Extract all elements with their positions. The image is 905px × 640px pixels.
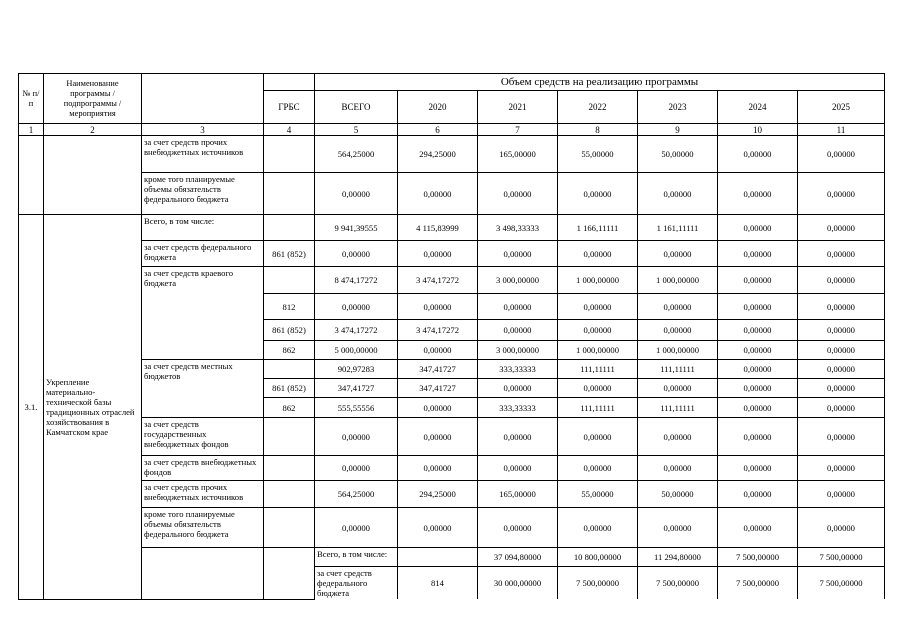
value-cell-2022: 111,11111 (558, 398, 638, 418)
value-cell-2021: 0,00000 (478, 241, 558, 267)
value-cell-2022: 0,00000 (558, 241, 638, 267)
table-row (19, 481, 885, 508)
value-cell-total: 0,00000 (315, 418, 398, 456)
table-row (19, 456, 885, 481)
value-cell-2023: 0,00000 (638, 241, 718, 267)
value-cell-2021: 165,00000 (478, 481, 558, 508)
value-cell-2024: 0,00000 (718, 136, 798, 173)
value-cell-2021: 0,00000 (478, 320, 558, 341)
funding-source-label: Всего, в том числе: (142, 215, 264, 241)
item-number: 3.1. (19, 215, 44, 600)
value-cell-2023: 1 000,00000 (638, 341, 718, 360)
value-cell-total: 902,97283 (315, 360, 398, 379)
grbs-cell (264, 136, 315, 173)
value-cell-2022: 0,00000 (558, 173, 638, 215)
funding-source-label: за счет средств государственных внебюджетных фондов (142, 418, 264, 456)
value-cell-2020: 0,00000 (398, 508, 478, 548)
grbs-cell (264, 481, 315, 508)
column-number: 4 (264, 124, 315, 136)
value-cell-2022: 55,00000 (558, 136, 638, 173)
column-number: 8 (558, 124, 638, 136)
column-number: 5 (315, 124, 398, 136)
value-cell-2021: 3 000,00000 (478, 341, 558, 360)
header-year-2024: 2024 (718, 91, 798, 124)
value-cell-2021: 7 500,00000 (638, 567, 718, 600)
value-cell-total: 8 474,17272 (315, 267, 398, 294)
value-cell-2025: 0,00000 (798, 508, 885, 548)
grbs-cell (264, 456, 315, 481)
table-row (19, 136, 885, 173)
table-row (19, 241, 885, 267)
name-cell-continued (44, 136, 142, 215)
grbs-cell: 861 (852) (264, 241, 315, 267)
value-cell-2020: 0,00000 (398, 456, 478, 481)
value-cell-2023: 0,00000 (638, 294, 718, 320)
value-cell-2024: 0,00000 (718, 379, 798, 398)
value-cell-total: 564,25000 (315, 136, 398, 173)
value-cell-2025: 0,00000 (798, 267, 885, 294)
table-row (19, 215, 885, 241)
value-cell-2024: 0,00000 (718, 341, 798, 360)
value-cell-2025: 0,00000 (798, 241, 885, 267)
value-cell-2025: 0,00000 (798, 481, 885, 508)
value-cell-2025: 0,00000 (798, 341, 885, 360)
header-year-2023: 2023 (638, 91, 718, 124)
value-cell-2022: 7 500,00000 (718, 567, 798, 600)
column-number: 1 (19, 124, 44, 136)
value-cell-2022: 7 500,00000 (718, 548, 798, 567)
value-cell-2024: 0,00000 (718, 360, 798, 379)
value-cell-2020: 0,00000 (398, 241, 478, 267)
value-cell-2024: 0,00000 (718, 398, 798, 418)
header-year-2020: 2020 (398, 91, 478, 124)
value-cell-2024: 0,00000 (718, 173, 798, 215)
value-cell-2020: 3 474,17272 (398, 320, 478, 341)
value-cell-total: 0,00000 (315, 294, 398, 320)
funding-source-label: кроме того планируемые объемы обязательств федерального бюджета (142, 508, 264, 548)
grbs-cell (264, 360, 315, 379)
value-cell-2022: 111,11111 (558, 360, 638, 379)
value-cell-2024: 0,00000 (718, 320, 798, 341)
table-row (19, 418, 885, 456)
header-total: ВСЕГО (315, 91, 398, 124)
grbs-cell: 861 (852) (264, 320, 315, 341)
value-cell-2025: 0,00000 (798, 320, 885, 341)
table-row (19, 360, 885, 379)
value-cell-2024: 0,00000 (718, 418, 798, 456)
grbs-cell (264, 267, 315, 294)
value-cell-2021: 0,00000 (478, 294, 558, 320)
value-cell-2020: 10 800,00000 (558, 548, 638, 567)
value-cell-2023: 7 500,00000 (798, 548, 885, 567)
value-cell-total: 564,25000 (315, 481, 398, 508)
value-cell-2025: 0,00000 (798, 398, 885, 418)
value-cell-2025: 0,00000 (798, 173, 885, 215)
column-number: 11 (798, 124, 885, 136)
value-cell-2024: 0,00000 (718, 508, 798, 548)
value-cell-2024: 0,00000 (718, 267, 798, 294)
value-cell-2025: 0,00000 (798, 294, 885, 320)
value-cell-2024: 0,00000 (718, 456, 798, 481)
value-cell-2022: 0,00000 (558, 456, 638, 481)
value-cell-2021: 0,00000 (478, 173, 558, 215)
value-cell-2024: 0,00000 (718, 294, 798, 320)
funding-source-label: за счет средств федерального бюджета (142, 241, 264, 267)
value-cell-2020: 0,00000 (398, 418, 478, 456)
value-cell-2020: 3 474,17272 (398, 267, 478, 294)
value-cell-2023: 0,00000 (638, 320, 718, 341)
funding-source-label: за счет средств местных бюджетов (142, 360, 264, 418)
grbs-cell (264, 215, 315, 241)
value-cell-2021: 333,33333 (478, 398, 558, 418)
value-cell-2021: 0,00000 (478, 379, 558, 398)
value-cell-2021: 333,33333 (478, 360, 558, 379)
funding-source-label: за счет средств прочих внебюджетных источников (142, 136, 264, 173)
value-cell-2025: 0,00000 (798, 456, 885, 481)
funding-source-label: Всего, в том числе: (315, 548, 398, 567)
value-cell-total: 37 094,80000 (478, 548, 558, 567)
value-cell-2025: 0,00000 (798, 379, 885, 398)
value-cell-2022: 0,00000 (558, 294, 638, 320)
value-cell-2020: 7 500,00000 (558, 567, 638, 600)
funding-source-label: за счет средств краевого бюджета (142, 267, 264, 360)
column-number: 10 (718, 124, 798, 136)
grbs-cell (264, 508, 315, 548)
header-number: № п/п (19, 74, 44, 124)
table-row (19, 173, 885, 215)
header-year-2022: 2022 (558, 91, 638, 124)
value-cell-2020: 0,00000 (398, 341, 478, 360)
value-cell-2023: 0,00000 (638, 456, 718, 481)
value-cell-total: 0,00000 (315, 173, 398, 215)
value-cell-2025: 0,00000 (798, 136, 885, 173)
value-cell-2020: 294,25000 (398, 136, 478, 173)
value-cell-total: 30 000,00000 (478, 567, 558, 600)
value-cell-2023: 0,00000 (638, 173, 718, 215)
value-cell-total: 9 941,39555 (315, 215, 398, 241)
value-cell-2025: 0,00000 (798, 418, 885, 456)
value-cell-2020: 294,25000 (398, 481, 478, 508)
grbs-cell: 862 (264, 341, 315, 360)
value-cell-2020: 0,00000 (398, 398, 478, 418)
value-cell-2024: 0,00000 (718, 215, 798, 241)
value-cell-total: 0,00000 (315, 508, 398, 548)
funding-source-label: за счет средств федерального бюджета (315, 567, 398, 600)
value-cell-2020: 0,00000 (398, 294, 478, 320)
value-cell-total: 347,41727 (315, 379, 398, 398)
value-cell-2020: 347,41727 (398, 379, 478, 398)
grbs-cell: 814 (398, 567, 478, 600)
item-name: Укрепление материально-технической базы традиционных отраслей хозяйствования в Камчатском крае (44, 215, 142, 600)
value-cell-2022: 1 000,00000 (558, 341, 638, 360)
grbs-cell (398, 548, 478, 567)
header-volume-title: Объем средств на реализацию программы (315, 74, 885, 91)
header-year-2025: 2025 (798, 91, 885, 124)
value-cell-2024: 0,00000 (718, 481, 798, 508)
value-cell-2023: 50,00000 (638, 136, 718, 173)
next-item-name (264, 548, 315, 600)
number-cell-continued (19, 136, 44, 215)
value-cell-total: 555,55556 (315, 398, 398, 418)
value-cell-2021: 11 294,80000 (638, 548, 718, 567)
value-cell-2023: 7 500,00000 (798, 567, 885, 600)
value-cell-2022: 0,00000 (558, 379, 638, 398)
grbs-cell (264, 418, 315, 456)
value-cell-2024: 0,00000 (718, 241, 798, 267)
column-number: 2 (44, 124, 142, 136)
column-number: 3 (142, 124, 264, 136)
column-number: 7 (478, 124, 558, 136)
header-grbs-top (264, 74, 315, 91)
table-row (19, 267, 885, 294)
column-numbers-row (19, 124, 885, 136)
value-cell-2022: 0,00000 (558, 508, 638, 548)
value-cell-2022: 55,00000 (558, 481, 638, 508)
value-cell-2021: 3 000,00000 (478, 267, 558, 294)
next-item-number (142, 548, 264, 600)
value-cell-2021: 165,00000 (478, 136, 558, 173)
value-cell-2022: 1 166,11111 (558, 215, 638, 241)
value-cell-2023: 0,00000 (638, 418, 718, 456)
header-source (142, 74, 264, 124)
grbs-cell: 862 (264, 398, 315, 418)
column-number: 9 (638, 124, 718, 136)
header-name: Наименование программы / подпрограммы / мероприятия (44, 74, 142, 124)
value-cell-2022: 1 000,00000 (558, 267, 638, 294)
value-cell-2020: 0,00000 (398, 173, 478, 215)
value-cell-2025: 0,00000 (798, 215, 885, 241)
table-row (19, 548, 885, 567)
column-number: 6 (398, 124, 478, 136)
value-cell-2023: 111,11111 (638, 360, 718, 379)
grbs-cell: 812 (264, 294, 315, 320)
value-cell-2022: 0,00000 (558, 418, 638, 456)
value-cell-2023: 111,11111 (638, 398, 718, 418)
header-year-2021: 2021 (478, 91, 558, 124)
value-cell-2020: 347,41727 (398, 360, 478, 379)
funding-source-label: кроме того планируемые объемы обязательств федерального бюджета (142, 173, 264, 215)
value-cell-2020: 4 115,83999 (398, 215, 478, 241)
grbs-cell (264, 173, 315, 215)
value-cell-2021: 3 498,33333 (478, 215, 558, 241)
value-cell-2023: 50,00000 (638, 481, 718, 508)
value-cell-total: 5 000,00000 (315, 341, 398, 360)
value-cell-2023: 0,00000 (638, 379, 718, 398)
value-cell-total: 0,00000 (315, 456, 398, 481)
value-cell-2022: 0,00000 (558, 320, 638, 341)
value-cell-2021: 0,00000 (478, 508, 558, 548)
value-cell-total: 0,00000 (315, 241, 398, 267)
value-cell-total: 3 474,17272 (315, 320, 398, 341)
value-cell-2023: 1 000,00000 (638, 267, 718, 294)
header-grbs: ГРБС (264, 91, 315, 124)
funding-source-label: за счет средств внебюджетных фондов (142, 456, 264, 481)
budget-table (18, 73, 885, 600)
value-cell-2021: 0,00000 (478, 456, 558, 481)
value-cell-2025: 0,00000 (798, 360, 885, 379)
table-row (19, 508, 885, 548)
grbs-cell: 861 (852) (264, 379, 315, 398)
value-cell-2021: 0,00000 (478, 418, 558, 456)
value-cell-2023: 0,00000 (638, 508, 718, 548)
value-cell-2023: 1 161,11111 (638, 215, 718, 241)
funding-source-label: за счет средств прочих внебюджетных источников (142, 481, 264, 508)
